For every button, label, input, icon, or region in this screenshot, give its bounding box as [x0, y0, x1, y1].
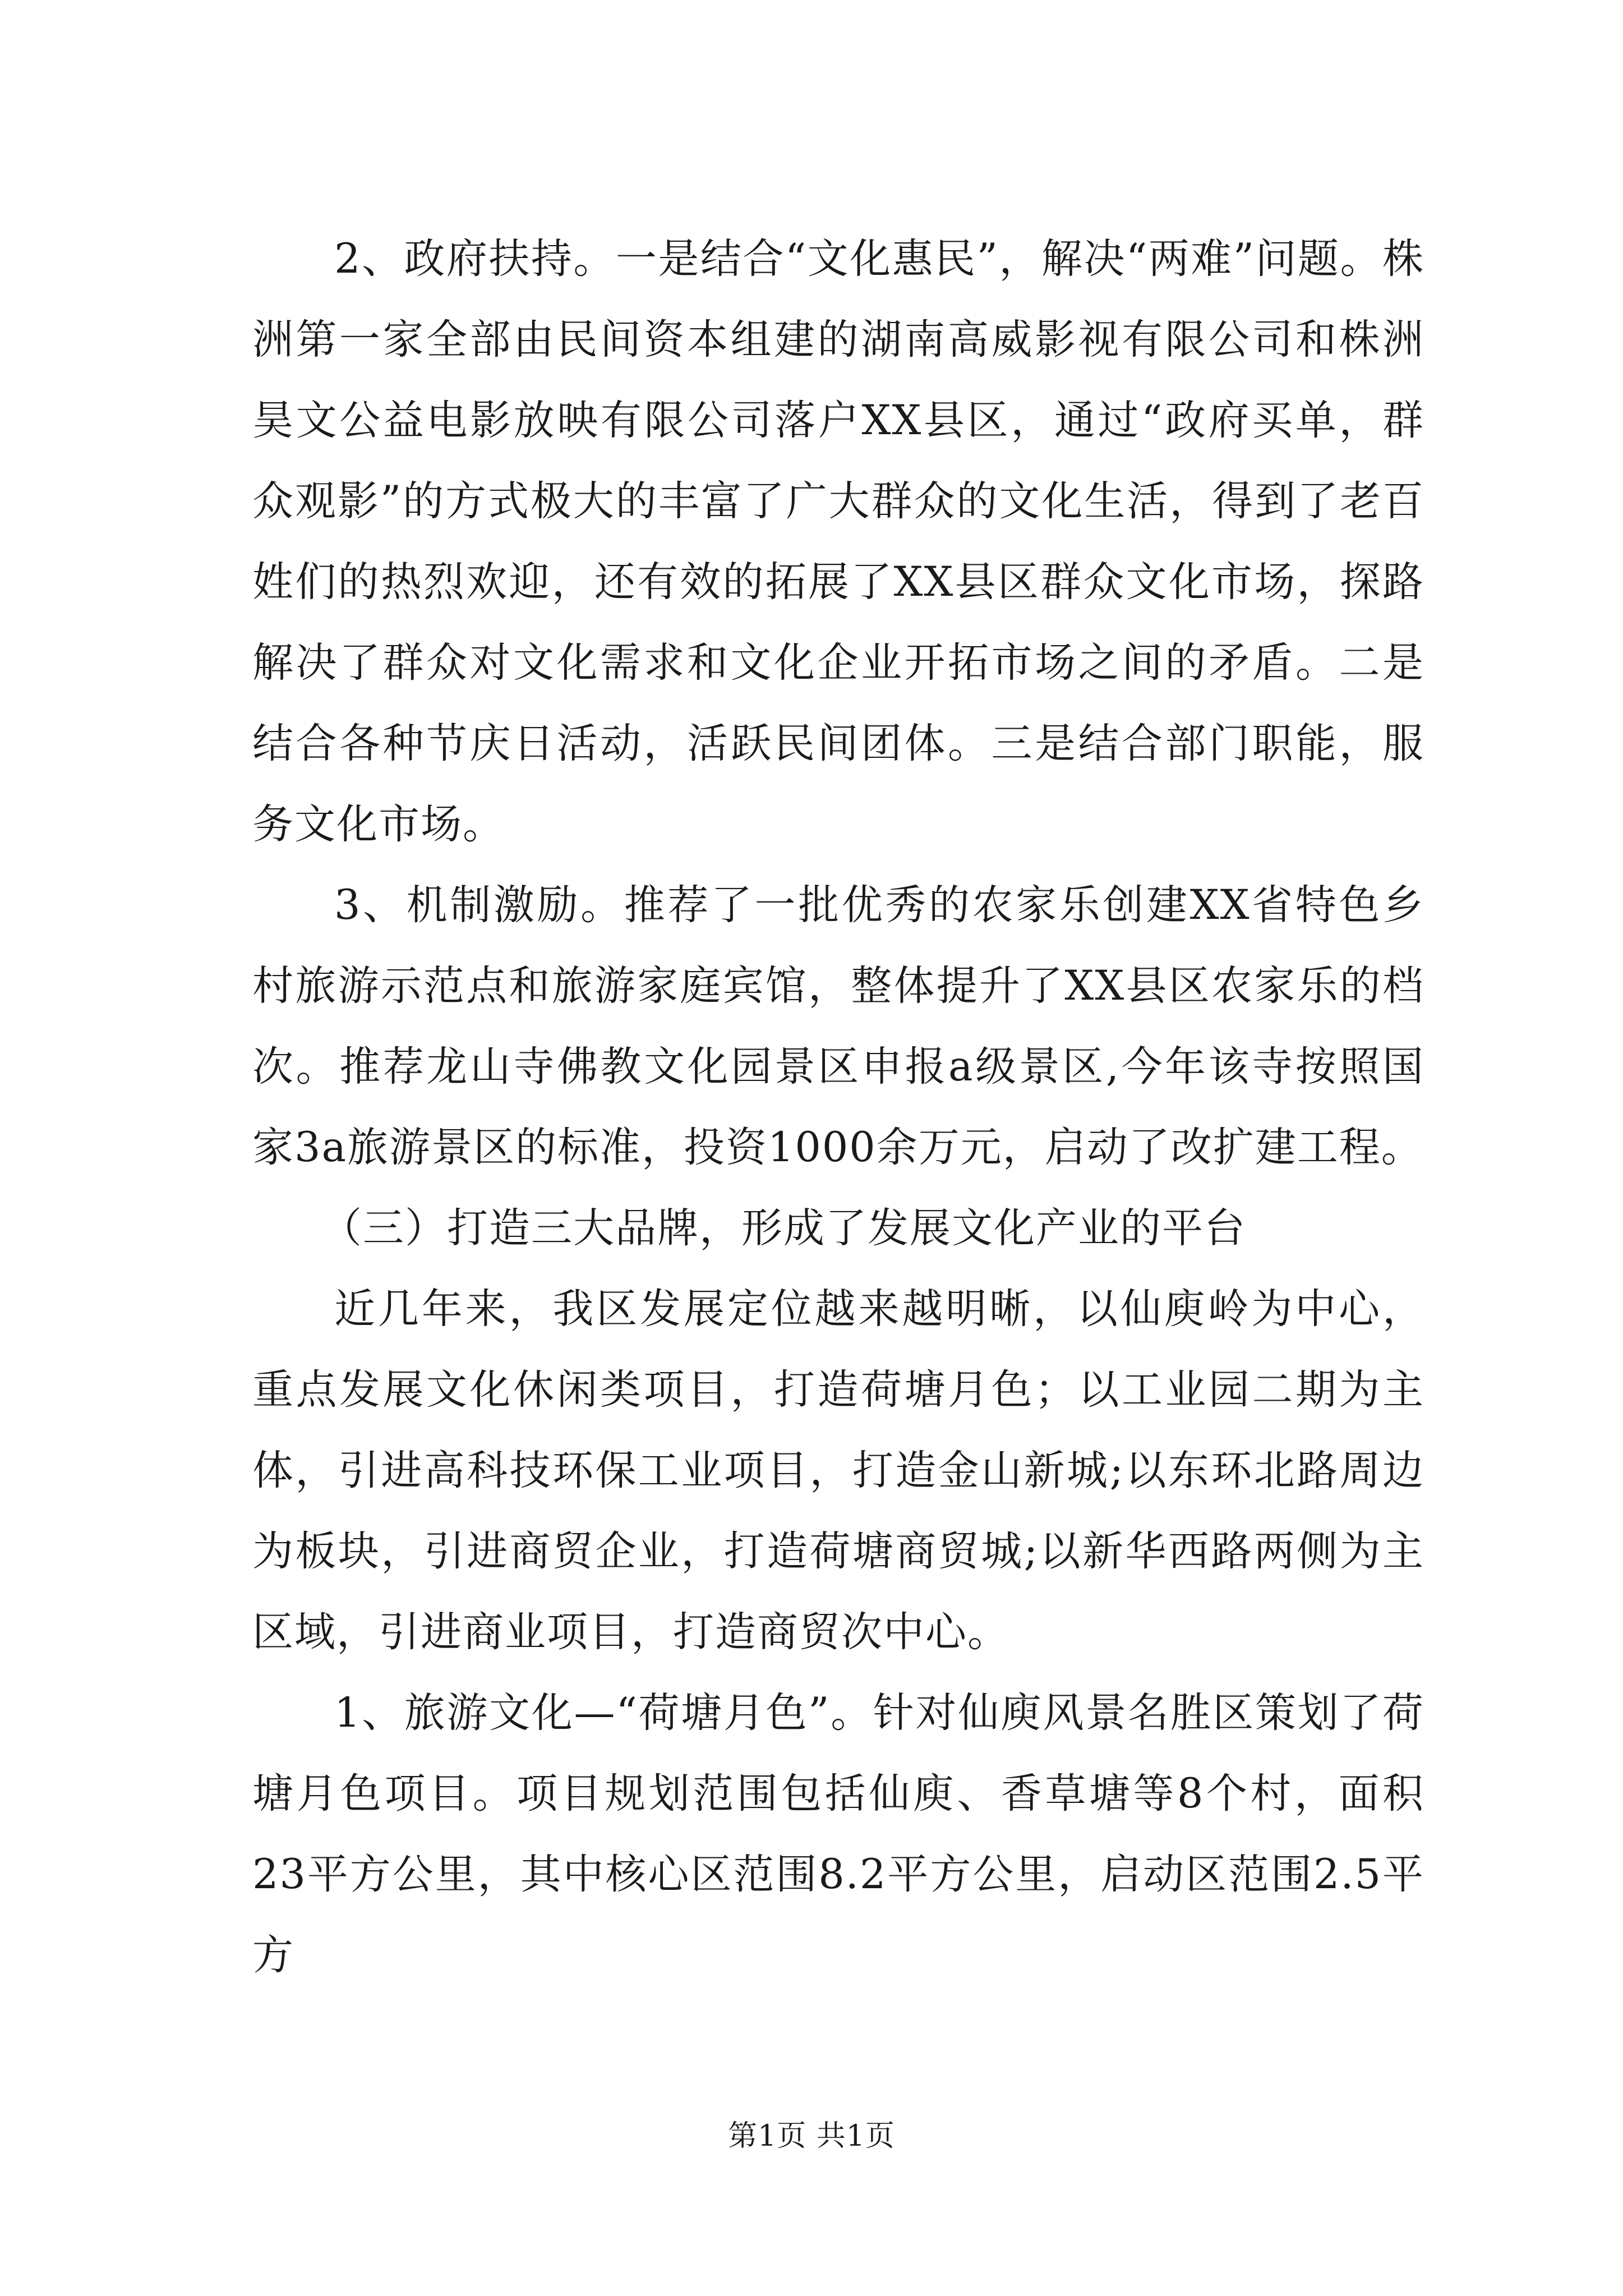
- document-body: [252, 219, 1424, 1996]
- paragraph-development-positioning: 近几年来，我区发展定位越来越明晰，以仙庾岭为中心，重点发展文化休闲类项目，打造荷塘月色；以工业园二期为主体，引进高科技环保工业项目，打造金山新城;以东环北路周边为板块，引进商贸企业，打造荷塘商贸城;以新华西路两侧为主区域，引进商业项目，打造商贸次中心。: [252, 1285, 1424, 1656]
- section-heading-three-brands: （三）打造三大品牌，形成了发展文化产业的平台: [321, 1204, 1246, 1252]
- paragraph-mechanism-incentive: 3、机制激励。推荐了一批优秀的农家乐创建XX省特色乡村旅游示范点和旅游家庭宾馆，整体提升了XX县区农家乐的档次。推荐龙山寺佛教文化园景区申报a级景区,今年该寺按照国家3a旅游景区的标准，投资1000余万元，启动了改扩建工程。: [252, 881, 1424, 1171]
- page-number-footer: 第1页 共1页: [728, 2119, 895, 2153]
- paragraph-tourism-culture: 1、旅游文化—“荷塘月色”。针对仙庾风景名胜区策划了荷塘月色项目。项目规划范围包括仙庾、香草塘等8个村，面积23平方公里，其中核心区范围8.2平方公里，启动区范围2.5平方: [252, 1689, 1424, 1979]
- paragraph-government-support: 2、政府扶持。一是结合“文化惠民”，解决“两难”问题。株洲第一家全部由民间资本组建的湖南高威影视有限公司和株洲昊文公益电影放映有限公司落户XX县区，通过“政府买单，群众观影”的方式极大的丰富了广大群众的文化生活，得到了老百姓们的热烈欢迎，还有效的拓展了XX县区群众文化市场，探路解决了群众对文化需求和文化企业开拓市场之间的矛盾。二是结合各种节庆日活动，活跃民间团体。三是结合部门职能，服务文化市场。: [252, 235, 1424, 848]
